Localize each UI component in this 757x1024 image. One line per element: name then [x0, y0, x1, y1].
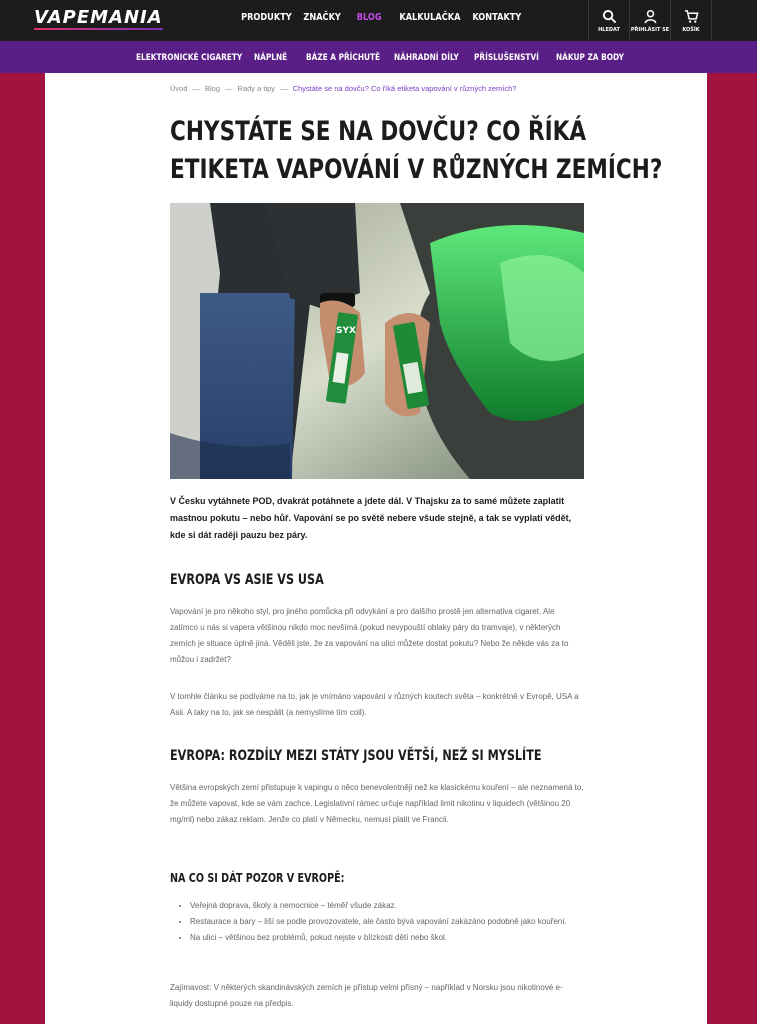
nav-item-kontakty[interactable]: KONTAKTY [472, 12, 522, 23]
subnav-item-prislusenstvi[interactable]: PŘÍSLUŠENSTVÍ [474, 53, 539, 63]
article-container [45, 73, 707, 1024]
breadcrumb-category[interactable]: Rady a tipy [237, 84, 276, 93]
list-item: • Veřejná doprava, školy a nemocnice – téměř všude zákaz. [190, 899, 604, 913]
subnav-item-nahradni-dily[interactable]: NÁHRADNÍ DÍLY [394, 53, 459, 63]
search-button[interactable] [588, 0, 629, 41]
paragraph-1: Vapování je pro někoho styl, pro jiného pomůcka při odvykání a pro dalšího prostě jen alternativa cigaret. Ale zatímco u nás si vapera většinou nikdo moc nevšímá (pokud nevypouští oblaky páry do tramvaje), v některých zemích je situace úplně jiná. Věděli jste, že za vapování na ulici můžete dostat pokutu? Nebo že někde vás za to můžou i zadržet? [170, 607, 569, 664]
logo[interactable]: VAPEMANIA [34, 7, 163, 28]
tips-list [170, 899, 604, 947]
nav-item-produkty[interactable]: PRODUKTY [241, 12, 292, 23]
subheading-europe-tips: NA CO SI DÁT POZOR V EVROPĚ: [170, 871, 345, 885]
subnav-item-cigarety[interactable]: ELEKTRONICKÉ CIGARETY [136, 53, 243, 63]
list-item: • Na ulici – většinou bez problémů, pokud nejste v blízkosti dětí nebo škol. [190, 931, 604, 945]
breadcrumb-blog[interactable]: Blog [205, 84, 221, 93]
page-title [170, 113, 663, 189]
list-item: • Restaurace a bary – liší se podle provozovatele, ale často bývá vapování zakázáno podobně jako kouření. [190, 915, 604, 929]
cart-label: KOŠÍK [682, 26, 700, 33]
page-title-line-1: CHYSTÁTE SE NA DOVČU? CO ŘÍKÁ [170, 116, 587, 147]
device-label: SYX [336, 326, 356, 336]
page-title-line-2: ETIKETA VAPOVÁNÍ V RŮZNÝCH ZEMÍCH? [170, 154, 663, 185]
paragraph-4: Zajímavost: V některých skandinávských zemích je přístup velmi přísný – například v Norsku jsou nikotinové e-liquidy dostupné pouze na předpis. [170, 983, 563, 1008]
section-heading-europe: EVROPA: ROZDÍLY MEZI STÁTY JSOU VĚTŠÍ, NEŽ SI MYSLÍTE [170, 748, 542, 764]
subnav-item-naplne[interactable]: NÁPLNĚ [254, 53, 288, 63]
cart-button[interactable] [670, 0, 712, 41]
nav-item-znacky[interactable]: ZNAČKY [303, 12, 341, 23]
hero-image [170, 203, 584, 479]
paragraph-2: V tomhle článku se podíváme na to, jak je vnímáno vapování v různých koutech světa – konkrétně v Evropě, USA a Asii. A taky na to, jak se nespálit (a nemyslíme tím coil). [170, 692, 579, 717]
top-bar [0, 0, 757, 41]
subnav-item-baze[interactable]: BÁZE A PŘÍCHUTĚ [306, 53, 381, 63]
search-label: HLEDAT [598, 26, 620, 33]
header-actions [588, 0, 712, 41]
login-label: PŘIHLÁSIT SE [630, 26, 670, 33]
nav-item-kalkulacka[interactable]: KALKULAČKA [399, 12, 461, 23]
breadcrumb-home[interactable]: Úvod [170, 84, 188, 93]
subnav-item-nakup-za-body[interactable]: NÁKUP ZA BODY [556, 53, 624, 63]
search-icon [602, 9, 617, 24]
breadcrumb: Úvod — Blog — Rady a tipy — Chystáte se na dovču? Co říká etiketa vapování v různých zemích? [170, 84, 517, 93]
login-button[interactable] [629, 0, 670, 41]
breadcrumb-current: Chystáte se na dovču? Co říká etiketa vapování v různých zemích? [292, 84, 517, 93]
article-intro: V Česku vytáhnete POD, dvakrát potáhnete a jdete dál. V Thajsku za to samé můžete zaplatit mastnou pokutu – nebo hůř. Vapování se po světě nebere všude stejně, a tak se vyplatí vědět, kde si dát raději pauzu bez páry. [170, 496, 572, 540]
cart-icon [684, 9, 699, 24]
section-heading-europe-asia-usa: EVROPA VS ASIE VS USA [170, 572, 324, 588]
paragraph-3: Většina evropských zemí přistupuje k vapingu o něco benevolentněji než ke klasickému kouření – ale neznamená to, že můžete vapovat, kde se vám zachce. Legislativní rámec určuje například limit nikotinu v liquidech (většinou 20 mg/ml) nebo zákaz reklam. Jenže co platí v Německu, nemusí platit ve Francii. [170, 783, 584, 824]
nav-item-blog[interactable]: BLOG [356, 12, 382, 23]
category-nav [0, 41, 757, 73]
user-icon [643, 9, 658, 24]
